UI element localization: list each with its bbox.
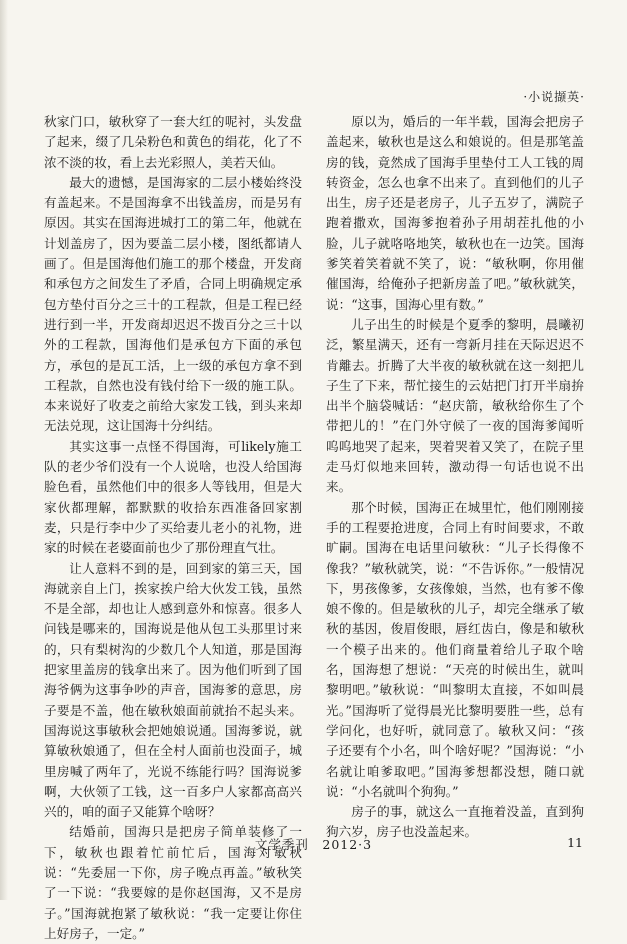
paragraph: 那个时候，国海正在城里忙，他们刚刚接手的工程要抢进度，合同上有时间要求，不敢旷嗣。国海在电话里问敏秋：“儿子长得像不像我？”敏秋就笑，说：“不告诉你。”一般情况下，男孩像爹，女孩像娘，当然，也有爹不像娘不像的。但是敏秋的儿子，却完全继承了敏秋的基因，俊眉俊眼，唇红齿白，像是和敏秋一个模子出来的。他们商量着给儿子取个啥名，国海想了想说：“天亮的时候出生，就叫黎明吧。”敏秋说：“叫黎明太直接，不如叫晨光。”国海听了觉得晨光比黎明要胜一些，总有学问化，也好听，就同意了。敏秋又问：“孩子还要有个小名，叫个啥好呢？”国海说：“小名就让咱爹取吧。”国海爹想都没想，随口就说：“小名就叫个狗狗。” <box>326 499 584 799</box>
paragraph: 儿子出生的时候是个夏季的黎明，晨曦初泛，繁星满天，还有一弯新月挂在天际迟迟不肯離去。折腾了大半夜的敏秋就在这一刻把儿子生了下来，帮忙接生的云姑把门打开半扇拚出半个脑袋喊话：“赵庆箭，敏秋给你生了个带把儿的！”在门外守候了一夜的国海爹闻听呜呜地哭了起来，哭着哭着又笑了，在院子里走马灯似地来回转，激动得一句话也说不出来。 <box>326 316 584 495</box>
paragraph: 秋家门口，敏秋穿了一套大红的呢衬，头发盘了起来，缀了几朵粉色和黄色的绢花，化了不浓不淡的妆，看上去光彩照人，美若天仙。 <box>44 114 302 170</box>
column-section-tag: ·小说撷英· <box>523 90 585 104</box>
paragraph: 房子的事，就这么一直拖着没盖，直到狗狗六岁，房子也没盖起来。 <box>326 804 584 840</box>
paragraph: 原以为，婚后的一年半载，国海会把房子盖起来，敏秋也是这么和娘说的。但是那笔盖房的钱，竟然成了国海手里垫付工人工钱的周转资金，怎么也拿不出来了。直到他们的儿子出生，房子还是老房子，儿子五岁了，满院子跑着撒欢，国海爹抱着孙子用胡茬扎他的小脸，儿子就咯咯地笑，敏秋也在一边笑。国海爹笑着笑着就不笑了，说：“敏秋啊，你用催催国海，给俺孙子把新房盖了吧。”敏秋就笑，说：“这事，国海心里有数。” <box>326 114 584 312</box>
paragraph: 其实这事一点怪不得国海，可likely施工队的老少爷们没有一个人说啥，也没人给国海脸色看，虽然他们中的很多人等钱用，但是大家伙都理解，都默默的收拾东西准备回家割麦，只是行李中少了买给妻儿老小的礼物，进家的时候在老婆面前也少了那份理直气壮。 <box>44 438 302 556</box>
right-text-column <box>326 112 584 843</box>
paragraph: 结婚前，国海只是把房子简单装修了一下，敏秋也跟着忙前忙后，国海对敏秋说：“先委屈一下你，房子晚点再盖。”敏秋笑了一下说：“我要嫁的是你赵国海，又不是房子。”国海就抱紧了敏秋说：“我一定要让你住上好房子，一定。” <box>44 824 302 941</box>
left-text-column <box>44 112 302 944</box>
scan-edge-shadow <box>0 0 8 900</box>
paragraph: 最大的遗憾，是国海家的二层小楼始终没有盖起来。不是国海拿不出钱盖房，而是另有原因。其实在国海进城打工的第二年，他就在计划盖房了，因为要盖二层小楼，图纸都请人画了。但是国海他们施工的那个楼盘，开发商和承包方之间发生了矛盾，合同上明确规定承包方垫付百分之三十的工程款，但是工程已经进行到一半，开发商却迟迟不拨百分之三十以外的工程款，国海他们是承包方下面的承包方，承包的是瓦工活，上一级的承包方拿不到工程款，自然也没有钱付给下一级的施工队。本来说好了收麦之前给大家发工钱，到头来却无法兑现，这让国海十分纠结。 <box>44 174 302 434</box>
paragraph: 让人意料不到的是，回到家的第三天，国海就亲自上门，挨家挨户给大伙发工钱，虽然不是全部，却也让人感到意外和惊喜。很多人问钱是哪来的，国海说是他从包工头那里讨来的，只有梨树沟的少数几个人知道，那是国海把家里盖房的钱拿出来了。因为他们听到了国海爷俩为这事争吵的声音，国海爹的意思，房子要是不盖，他在敏秋娘面前就抬不起头来。国海说这事敏秋会把她娘说通。国海爹说，就算敏秋娘通了，但在全村人面前也没面子，城里房喊了两年了，光说不练能行吗？国海说爹啊，大伙领了工钱，这一百多户人家都高高兴兴的，咱的面子又能算个啥呀？ <box>44 560 302 820</box>
page-number: 11 <box>567 835 583 850</box>
journal-footer: 文学季刊 2012·3 <box>254 837 373 852</box>
